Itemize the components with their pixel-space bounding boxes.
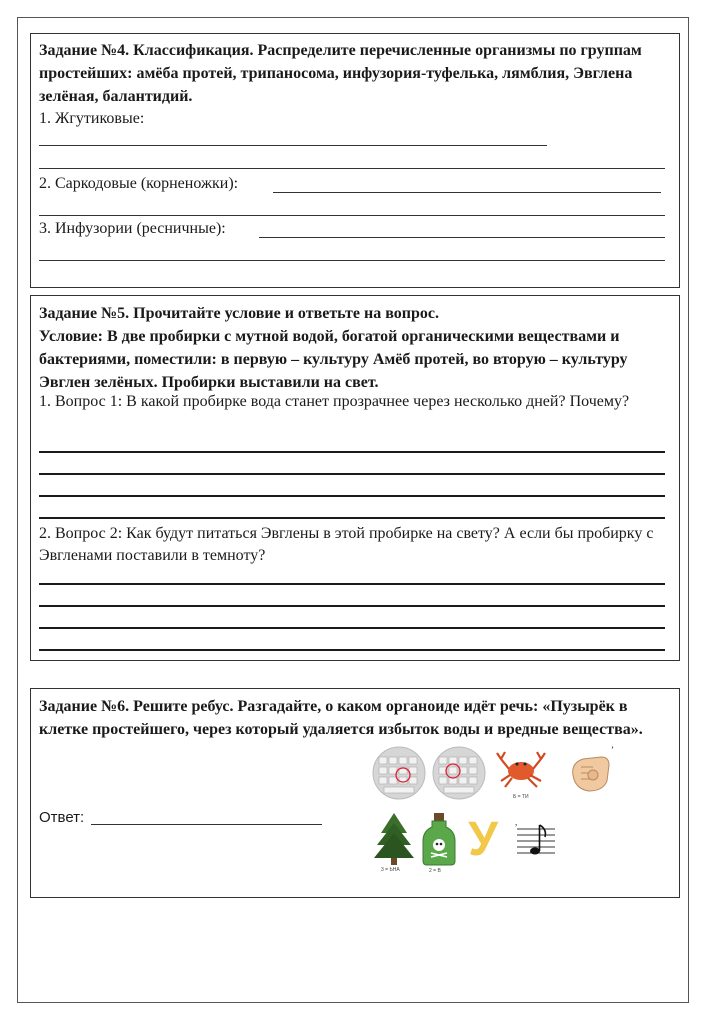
task-5-condition: Условие: В две пробирки с мутной водой, богатой органическими веществами и бактериями, поместили: в первую – культуру Амёб протей, во вторую – культуру Эвглен зелёных. Пробирки выставили на свет.	[39, 328, 628, 391]
task-5-box	[30, 295, 680, 661]
pointing-hand-picture	[563, 745, 619, 801]
answer-line[interactable]	[39, 627, 665, 629]
task-4-heading: Задание №4. Классификация. Распределите перечисленные организмы по группам простейших: амёба протей, трипаносома, инфузория-туфелька, лямблия, Эвглена зелёная, балантидий.	[39, 42, 642, 105]
answer-line[interactable]	[39, 260, 665, 261]
answer-line[interactable]	[39, 605, 665, 607]
task-5-heading: Задание №5. Прочитайте условие и ответьте на вопрос.	[39, 305, 439, 322]
task-5-question-2: 2. Вопрос 2: Как будут питаться Эвглены в этой пробирке на свету? А если бы пробирку с Эвгленами поставили в темноту?	[39, 525, 654, 564]
task-4-q3-label: 3. Инфузории (ресничные):	[39, 220, 226, 237]
answer-line[interactable]	[259, 237, 665, 238]
fir-tree-picture	[369, 811, 419, 873]
keyboard-keys-picture	[371, 745, 427, 801]
task-4-q1-label: 1. Жгутиковые:	[39, 110, 145, 127]
poison-bottle-picture	[417, 811, 461, 873]
task-4-box	[30, 33, 680, 288]
crab-caption: Б = ТИ	[513, 794, 529, 800]
music-note-picture	[513, 817, 557, 865]
answer-input-line[interactable]	[91, 824, 322, 825]
keyboard-keys-picture	[431, 745, 487, 801]
task-5-question-1: 1. Вопрос 1: В какой пробирке вода станет прозрачнее через несколько дней? Почему?	[39, 393, 630, 410]
answer-line[interactable]	[39, 649, 665, 651]
answer-line[interactable]	[39, 517, 665, 519]
answer-label: Ответ:	[39, 809, 85, 826]
task-4-q2-label: 2. Саркодовые (корненожки):	[39, 175, 239, 192]
answer-line[interactable]	[273, 192, 661, 193]
tree-caption: 3 = ЬНА	[381, 867, 400, 873]
answer-line[interactable]	[39, 583, 665, 585]
answer-line[interactable]	[39, 495, 665, 497]
task-6-heading: Задание №6. Решите ребус. Разгадайте, о каком органоиде идёт речь: «Пузырёк в клетке простейшего, через который удаляется избыток воды и вредные вещества».	[39, 698, 643, 738]
crab-picture	[493, 745, 549, 801]
answer-line[interactable]	[39, 473, 665, 475]
svg-text:’: ’	[611, 745, 614, 755]
answer-line[interactable]	[39, 145, 547, 146]
bottle-caption: 2 = В	[429, 868, 441, 873]
letter-u-picture: У	[468, 813, 498, 866]
answer-line[interactable]	[39, 168, 665, 169]
note-comma: ,	[515, 817, 518, 827]
answer-line[interactable]	[39, 451, 665, 453]
answer-line[interactable]	[39, 215, 665, 216]
task-6-box	[30, 688, 680, 898]
